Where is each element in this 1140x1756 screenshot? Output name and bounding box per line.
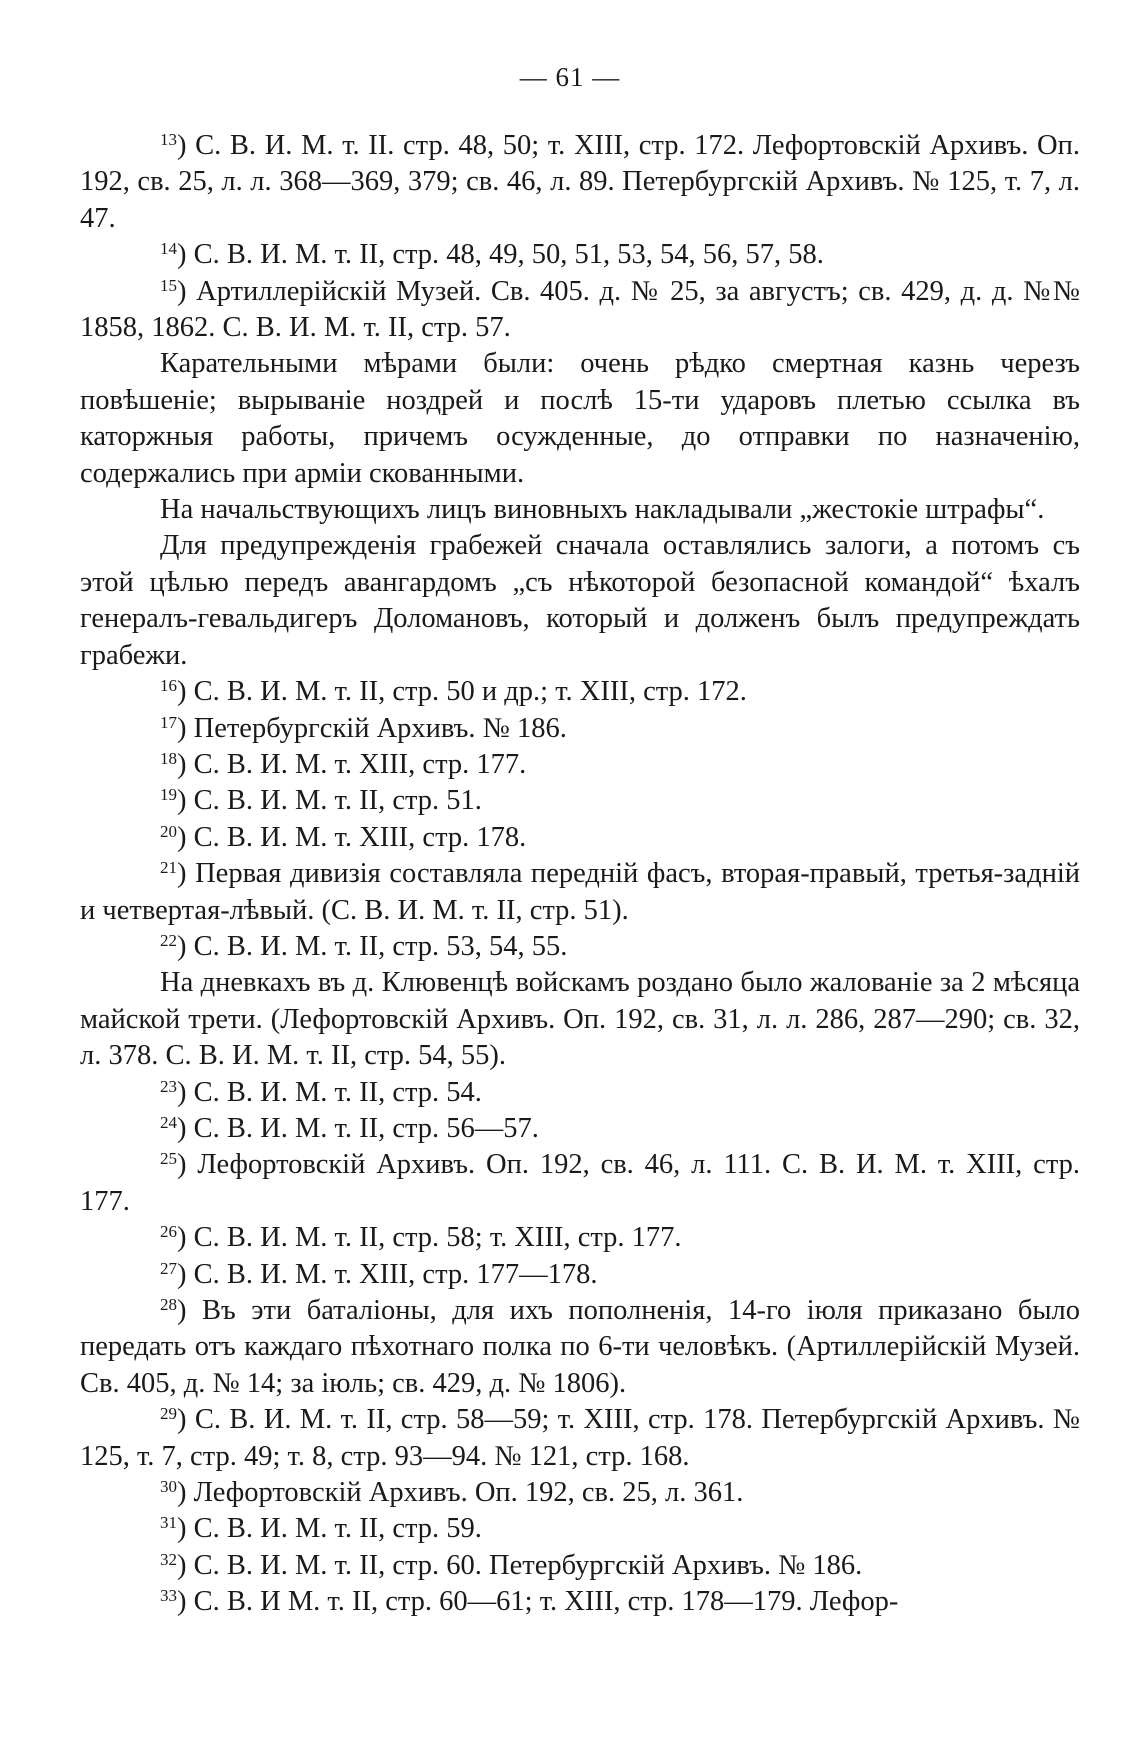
- body-paragraph: [80, 528, 1080, 674]
- paragraph-text: ) Петербургскій Архивъ. № 186.: [177, 712, 567, 744]
- paragraph-text: ) С. В. И. М. т. II, стр. 58—59; т. XIII, стр. 178. Петербургскій Архивъ. № 125, т. 7, стр. 49; т. 8, стр. 93—94. № 121, стр. 168.: [80, 1404, 1080, 1472]
- footnote-number: 26: [160, 1222, 177, 1242]
- body-paragraph: [80, 346, 1080, 492]
- footnote-number: 30: [160, 1477, 177, 1497]
- paragraph-text: ) С. В. И. М. т. II. стр. 48, 50; т. XIII, стр. 172. Лефортовскій Архивъ. Оп. 192, св. 25, л. л. 368—369, 379; св. 46, л. 89. Петербургскій Архивъ. № 125, т. 7, л. 47.: [80, 130, 1080, 234]
- footnote-number: 17: [160, 712, 177, 732]
- footnote-paragraph: [80, 1548, 1080, 1584]
- body-paragraph: [80, 492, 1080, 528]
- footnote-paragraph: [80, 1475, 1080, 1511]
- footnote-number: 23: [160, 1076, 177, 1096]
- footnote-number: 20: [160, 821, 177, 841]
- paragraph-text: На дневкахъ въ д. Клювенцѣ войскамъ роздано было жалованіе за 2 мѣсяца майской трети. (Лефортовскій Архивъ. Оп. 192, св. 31, л. л. 286, 287—290; св. 32, л. 378. С. В. И. М. т. II, стр. 54, 55).: [80, 967, 1080, 1072]
- footnote-paragraph: [80, 1584, 1080, 1620]
- footnote-paragraph: [80, 783, 1080, 819]
- paragraph-text: ) С. В. И. М. т. XIII, стр. 177.: [177, 748, 527, 780]
- footnote-number: 25: [160, 1149, 177, 1169]
- paragraph-text: ) С. В. И. М. т. XIII, стр. 178.: [177, 821, 527, 853]
- paragraph-text: ) Лефортовскій Архивъ. Оп. 192, св. 46, л. 111. С. В. И. М. т. XIII, стр. 177.: [80, 1149, 1080, 1217]
- footnote-paragraph: [80, 747, 1080, 783]
- paragraph-text: ) Артиллерійскій Музей. Св. 405. д. № 25, за августъ; св. 429, д. д. №№ 1858, 1862. С. В. И. М. т. II, стр. 57.: [80, 275, 1080, 344]
- paragraph-text: ) С. В. И. М. т. II, стр. 56—57.: [177, 1112, 539, 1144]
- footnote-paragraph: [80, 856, 1080, 929]
- footnote-number: 19: [160, 785, 177, 805]
- footnote-paragraph: [80, 674, 1080, 710]
- paragraph-text: ) Въ эти баталіоны, для ихъ пополненія, 14-го іюля приказано было передать отъ каждаго пѣхотнаго полка по 6-ти человѣкъ. (Артиллерійскій Музей. Св. 405, д. № 14; за іюль; св. 429, д. № 1806).: [80, 1295, 1080, 1399]
- paragraph-text: Для предупрежденія грабежей сначала оставлялись залоги, а потомъ съ этой цѣлью передъ авангардомъ „съ нѣкоторой безопасной командой“ ѣхалъ генералъ-гевальдигеръ Доломановъ, который и долженъ былъ предупреждать грабежи.: [80, 530, 1080, 671]
- footnote-number: 18: [160, 748, 177, 768]
- paragraph-text: ) С. В. И. М. т. II, стр. 51.: [177, 785, 482, 817]
- paragraph-text: ) С. В. И. М. т. II, стр. 50 и др.; т. XIII, стр. 172.: [177, 676, 747, 708]
- footnote-paragraph: [80, 1257, 1080, 1293]
- footnote-number: 27: [160, 1258, 177, 1278]
- footnote-number: 15: [160, 275, 177, 295]
- footnote-paragraph: [80, 1147, 1080, 1220]
- body-paragraph: [80, 965, 1080, 1074]
- footnote-number: 22: [160, 930, 177, 950]
- footnote-paragraph: [80, 1111, 1080, 1147]
- footnote-paragraph: [80, 820, 1080, 856]
- footnote-number: 29: [160, 1404, 177, 1424]
- footnote-number: 14: [160, 239, 177, 259]
- paragraph-text: ) С. В. И. М. т. II, стр. 53, 54, 55.: [177, 930, 568, 962]
- paragraph-text: ) Лефортовскій Архивъ. Оп. 192, св. 25, л. 361.: [177, 1477, 744, 1509]
- text-block: [80, 128, 1080, 1621]
- paragraph-text: ) С. В. И М. т. II, стр. 60—61; т. XIII, стр. 178—179. Лефор-: [177, 1586, 899, 1618]
- footnote-number: 24: [160, 1112, 177, 1132]
- footnote-number: 13: [160, 130, 177, 149]
- footnote-paragraph: [80, 929, 1080, 965]
- paragraph-text: ) С. В. И. М. т. II, стр. 54.: [177, 1076, 482, 1108]
- paragraph-text: На начальствующихъ лицъ виновныхъ накладывали „жестокіе штрафы“.: [160, 494, 1045, 526]
- footnote-paragraph: [80, 1293, 1080, 1402]
- footnote-number: 16: [160, 676, 177, 696]
- paragraph-text: Карательными мѣрами были: очень рѣдко смертная казнь черезъ повѣшеніе; вырываніе ноздрей и послѣ 15-ти ударовъ плетью ссылка въ каторжныя работы, причемъ осужденные, до отправки по назначенію, содержались при арміи скованными.: [80, 348, 1080, 489]
- footnote-paragraph: [80, 128, 1080, 237]
- footnote-number: 33: [160, 1586, 177, 1606]
- paragraph-text: ) С. В. И. М. т. II, стр. 48, 49, 50, 51, 53, 54, 56, 57, 58.: [177, 239, 824, 271]
- paragraph-text: ) С. В. И. М. т. II, стр. 59.: [177, 1513, 482, 1545]
- page-number: — 61 —: [519, 62, 621, 92]
- footnote-paragraph: [80, 1511, 1080, 1547]
- footnote-number: 21: [160, 858, 177, 878]
- footnote-number: 32: [160, 1549, 177, 1569]
- paragraph-text: ) С. В. И. М. т. II, стр. 58; т. XIII, стр. 177.: [177, 1222, 682, 1254]
- paragraph-text: ) С. В. И. М. т. XIII, стр. 177—178.: [177, 1258, 598, 1290]
- footnote-number: 28: [160, 1295, 177, 1314]
- footnote-paragraph: [80, 274, 1080, 347]
- footnote-paragraph: [80, 1220, 1080, 1256]
- paragraph-text: ) Первая дивизія составляла передній фасъ, вторая-правый, третья-задній и четвертая-лѣвый. (С. В. И. М. т. II, стр. 51).: [80, 858, 1080, 926]
- paragraph-text: ) С. В. И. М. т. II, стр. 60. Петербургскій Архивъ. № 186.: [177, 1549, 863, 1581]
- footnote-paragraph: [80, 711, 1080, 747]
- footnote-paragraph: [80, 237, 1080, 273]
- footnote-paragraph: [80, 1402, 1080, 1475]
- footnote-number: 31: [160, 1513, 177, 1533]
- footnote-paragraph: [80, 1075, 1080, 1111]
